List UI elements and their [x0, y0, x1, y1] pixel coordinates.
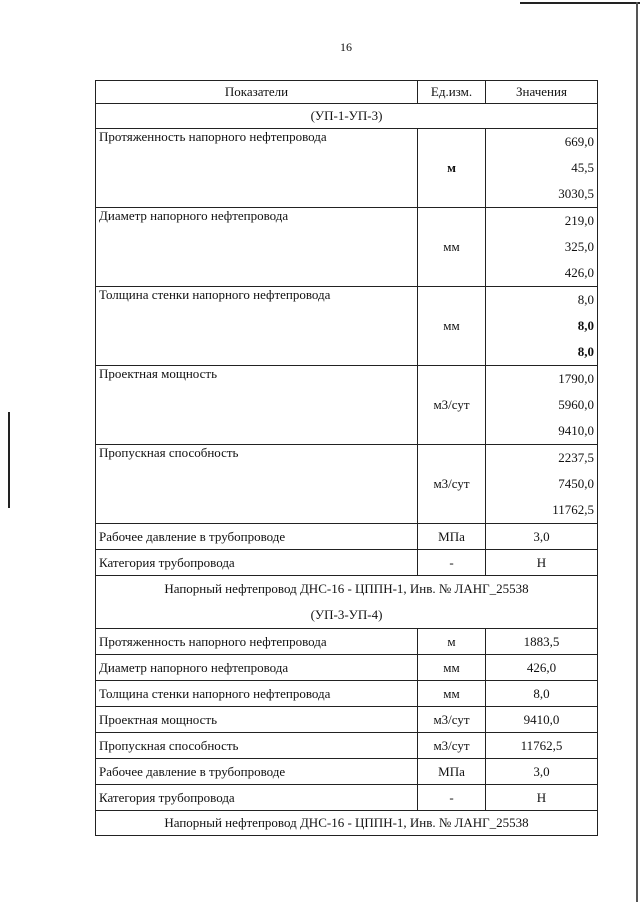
row-value: 8,0	[577, 292, 594, 307]
row-label: Пропускная способность	[96, 445, 418, 524]
header-values: Значения	[486, 81, 598, 104]
row-label: Рабочее давление в трубопроводе	[96, 759, 418, 785]
row-value: 1790,0	[558, 371, 594, 386]
row-unit: мм	[418, 208, 486, 287]
row-value: 3030,5	[558, 186, 594, 201]
header-indicators: Показатели	[96, 81, 418, 104]
table-row	[96, 287, 598, 366]
row-value: 8,0	[486, 681, 598, 707]
row-value: 3,0	[486, 524, 598, 550]
row-values	[486, 129, 598, 208]
row-value: 426,0	[486, 655, 598, 681]
table-row	[96, 707, 598, 733]
row-unit: мм	[418, 287, 486, 366]
row-unit: мм	[418, 655, 486, 681]
scan-edge-left	[8, 412, 10, 508]
row-label: Протяженность напорного нефтепровода	[96, 129, 418, 208]
row-unit: м3/сут	[418, 707, 486, 733]
row-label: Диаметр напорного нефтепровода	[96, 655, 418, 681]
row-values	[486, 287, 598, 366]
row-label: Рабочее давление в трубопроводе	[96, 524, 418, 550]
table-row	[96, 655, 598, 681]
row-value: 45,5	[571, 160, 594, 175]
table-row	[96, 208, 598, 287]
row-value: 8,0	[577, 344, 594, 359]
table-row	[96, 785, 598, 811]
row-label: Диаметр напорного нефтепровода	[96, 208, 418, 287]
row-label: Толщина стенки напорного нефтепровода	[96, 287, 418, 366]
page-number: 16	[340, 40, 352, 54]
row-value: 3,0	[486, 759, 598, 785]
table-row	[96, 550, 598, 576]
row-value: 9410,0	[558, 423, 594, 438]
row-unit: мм	[418, 681, 486, 707]
table-header-row	[96, 81, 598, 104]
row-unit: м	[418, 129, 486, 208]
section2-title	[96, 576, 598, 629]
row-value: 11762,5	[486, 733, 598, 759]
row-label: Категория трубопровода	[96, 785, 418, 811]
row-label: Проектная мощность	[96, 366, 418, 445]
row-value: 1883,5	[486, 629, 598, 655]
parameters-table	[95, 80, 598, 836]
row-unit: м3/сут	[418, 733, 486, 759]
row-label: Проектная мощность	[96, 707, 418, 733]
row-value: 9410,0	[486, 707, 598, 733]
row-value: 7450,0	[558, 476, 594, 491]
scan-edge-right	[636, 2, 638, 902]
row-unit: -	[418, 785, 486, 811]
row-values	[486, 445, 598, 524]
row-value: 5960,0	[558, 397, 594, 412]
row-label: Категория трубопровода	[96, 550, 418, 576]
row-label: Толщина стенки напорного нефтепровода	[96, 681, 418, 707]
section2-subtitle: (УП-3-УП-4)	[310, 607, 383, 622]
row-value: 325,0	[564, 239, 594, 254]
row-values	[486, 208, 598, 287]
row-value: Н	[486, 550, 598, 576]
row-value: 219,0	[564, 213, 594, 228]
table-row	[96, 759, 598, 785]
table-row	[96, 524, 598, 550]
row-unit: -	[418, 550, 486, 576]
row-value: 8,0	[577, 318, 594, 333]
row-unit: м3/сут	[418, 366, 486, 445]
section3-title: Напорный нефтепровод ДНС-16 - ЦППН-1, Инв. № ЛАНГ_25538	[96, 811, 598, 836]
row-unit: МПа	[418, 759, 486, 785]
row-value: 2237,5	[558, 450, 594, 465]
header-unit: Ед.изм.	[418, 81, 486, 104]
table-row	[96, 366, 598, 445]
table-row	[96, 445, 598, 524]
row-label: Пропускная способность	[96, 733, 418, 759]
table-row	[96, 129, 598, 208]
row-value: Н	[486, 785, 598, 811]
scan-edge-top	[520, 2, 640, 4]
row-unit: м3/сут	[418, 445, 486, 524]
row-values	[486, 366, 598, 445]
section2-title-line: Напорный нефтепровод ДНС-16 - ЦППН-1, Инв. № ЛАНГ_25538	[164, 581, 529, 596]
row-unit: МПа	[418, 524, 486, 550]
row-value: 11762,5	[552, 502, 594, 517]
row-value: 426,0	[564, 265, 594, 280]
row-label: Протяженность напорного нефтепровода	[96, 629, 418, 655]
table-row	[96, 733, 598, 759]
table-row	[96, 629, 598, 655]
section1-title: (УП-1-УП-3)	[96, 104, 598, 129]
table-row	[96, 681, 598, 707]
row-value: 669,0	[564, 134, 594, 149]
row-unit: м	[418, 629, 486, 655]
